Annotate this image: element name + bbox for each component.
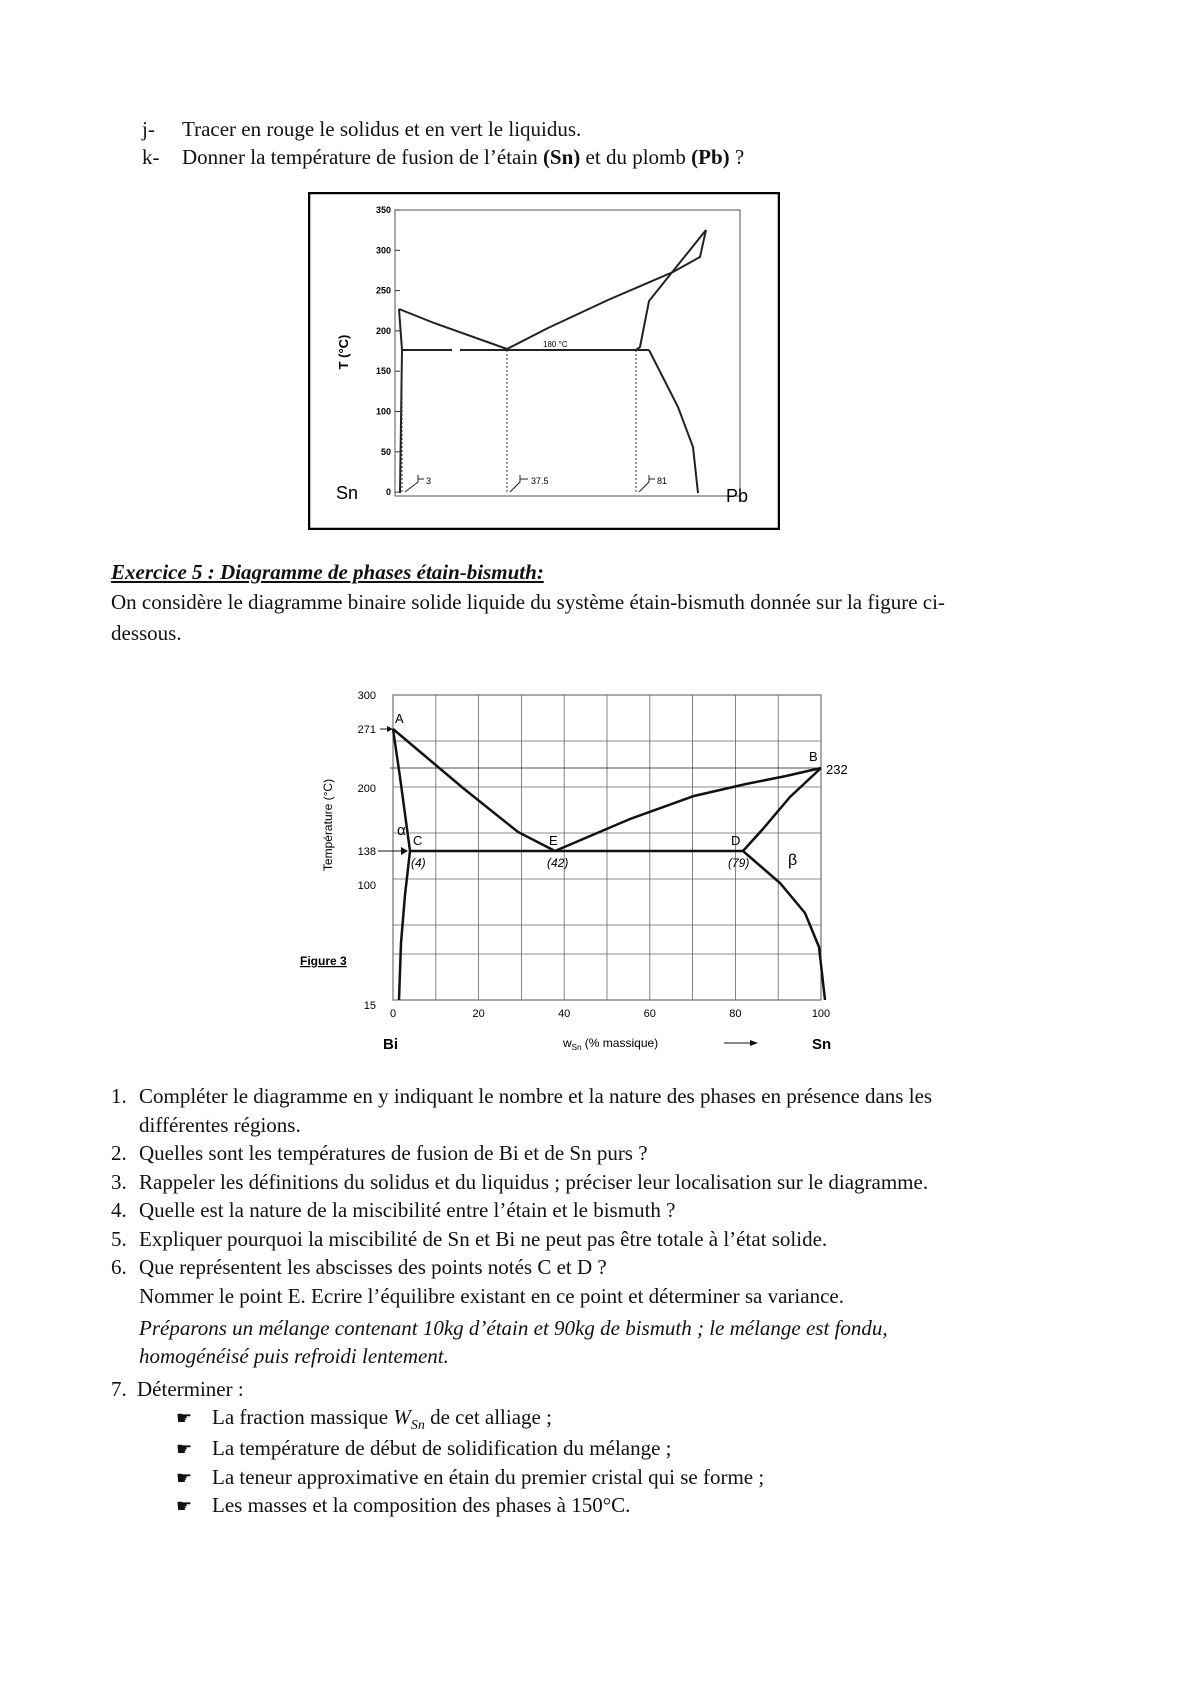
question-text: Compléter le diagramme en y indiquant le nombre et la nature des phases en présence dans les [139,1084,933,1108]
marker-label-3: 3 [426,476,432,486]
item-marker: k- [142,145,160,169]
y-tick-label: 200 [357,783,376,795]
question-line [111,1084,932,1109]
y-tick-label: 150 [375,366,391,377]
marker-label-81: 81 [657,476,668,486]
y-axis-label: T (°C) [336,334,351,370]
question-text: Déterminer : [137,1377,244,1401]
pointing-hand-icon: ☛ [176,1467,193,1489]
y-tick-label: 300 [375,245,391,256]
y-tick-label: 300 [357,690,376,702]
item-k [142,145,744,170]
figure-caption: Figure 3 [300,954,347,968]
point-d-label: D [731,833,741,848]
question-text: Que représentent les abscisses des points notés C et D ? [139,1255,607,1279]
bullet-text: La température de début de solidification du mélange ; [212,1436,672,1460]
question-text: Rappeler les définitions du solidus et du liquidus ; préciser leur localisation sur le diagramme. [139,1169,929,1194]
y-tick-label: 250 [375,285,391,296]
bullet-text: La fraction massique [212,1405,394,1429]
x-axis-label: $w_{Sn}$ (% massique) [563,1036,659,1052]
italic-note-2: homogénéisé puis refroidi lentement. [139,1344,449,1368]
y-tick-label: 100 [375,406,391,417]
x-tick-label: 80 [729,1008,742,1020]
solvus-beta [743,851,825,1000]
y-tick-label: 138 [357,846,376,858]
question-number: 6. [111,1255,127,1279]
bi-label: Bi [383,1036,398,1053]
bullet-item [176,1493,630,1518]
bullet-text: Les masses et la composition des phases à 150°C. [212,1493,631,1517]
composition-d-label: (79) [728,856,750,870]
pb-label: Pb [726,486,749,506]
point-c-label: C [413,833,423,848]
question-line [111,1227,827,1252]
x-tick-label: 20 [472,1008,485,1020]
question-number: 2. [111,1141,127,1165]
alpha-phase-label: α [397,822,406,839]
grid [393,695,821,1000]
y-tick-label: 271 [357,724,376,736]
item-text: ? [729,145,745,169]
y-tick-label: 100 [357,880,376,892]
question-text: Nommer le point E. Ecrire l’équilibre existant en ce point et déterminer sa variance. [139,1283,844,1308]
x-ticks [390,1008,830,1020]
mass-fraction-symbol: W [393,1405,411,1429]
bullet-text: de cet alliage ; [424,1405,552,1429]
question-7 [111,1377,244,1402]
question-number: 5. [111,1226,127,1251]
exercise-title [111,560,544,585]
y-tick-label: 50 [380,446,391,457]
x-tick-label: 100 [811,1008,831,1020]
question-number: 3. [111,1169,127,1194]
value-232-label: 232 [826,762,848,777]
y-tick-label: 0 [385,487,391,498]
question-text: Quelle est la nature de la miscibilité entre l’étain et le bismuth ? [139,1198,676,1222]
question-text: Quelles sont les températures de fusion de Bi et de Sn purs ? [139,1141,648,1165]
solidus-beta [743,768,821,851]
item-text: Tracer en rouge le solidus et en vert le liquidus. [182,117,582,141]
pointing-hand-icon: ☛ [176,1439,193,1460]
question-line [139,1284,844,1309]
pointing-hand-icon: ☛ [176,1496,193,1517]
solvus-alpha [399,851,410,1000]
y-tick-label: 350 [375,205,391,215]
exercise-intro-1: On considère le diagramme binaire solide liquide du système étain-bismuth donnée sur la figure ci- [111,590,945,614]
figure-bi-sn-diagram [300,685,920,1060]
item-marker: j- [142,117,155,141]
item-text: Donner la température de fusion de l’étain [182,145,543,169]
eutectic-temperature-label: 180 °C [543,340,568,349]
question-number: 1. [111,1084,127,1108]
question-text: Expliquer pourquoi la miscibilité de Sn et Bi ne peut pas être totale à l’état solide. [139,1226,828,1251]
question-line [111,1198,675,1223]
sn-label: Sn [336,483,359,503]
sn-label: Sn [812,1036,832,1053]
point-a-label: A [395,711,404,726]
bullet-text: La teneur approximative en étain du premier cristal qui se forme ; [212,1464,765,1489]
point-e-label: E [549,833,558,848]
y-ticks [358,690,376,1012]
bullet-item [176,1465,764,1490]
question-line [111,1141,648,1166]
figure-sn-pb-diagram [308,192,780,530]
question-text: différentes régions. [139,1112,301,1137]
y-axis-label: Température (°C) [321,778,335,872]
x-tick-label: 40 [558,1008,571,1020]
exercise-intro-2: dessous. [111,621,182,645]
question-line [139,1113,301,1138]
tin-symbol: (Sn) [542,145,581,169]
question-number: 7. [111,1377,127,1401]
composition-e-label: (42) [547,856,569,870]
y-tick-label: 200 [375,325,391,336]
x-tick-label: 60 [643,1008,656,1020]
marker-label-37: 37.5 [531,476,549,486]
bullet-item [176,1436,672,1461]
x-tick-label: 0 [389,1008,397,1020]
question-line [111,1170,928,1195]
question-line [111,1255,607,1280]
question-number: 4. [111,1198,127,1222]
exercise-title-text: Exercice 5 : Diagramme de phases étain-bismuth: [111,560,544,584]
mass-fraction-subscript: Sn [410,1418,425,1434]
liquidus-sn-side [555,768,821,851]
arrow-138-icon [401,847,408,855]
lead-symbol: (Pb) [691,145,730,169]
italic-note-1: Préparons un mélange contenant 10kg d’étain et 90kg de bismuth ; le mélange est fondu, [139,1316,888,1340]
pointing-hand-icon: ☛ [176,1408,193,1429]
point-b-label: B [809,749,818,764]
y-tick-label: 15 [363,1000,376,1012]
beta-phase-label: β [788,852,798,869]
x-axis-arrow-icon [750,1040,758,1046]
item-j [142,117,581,142]
composition-c-label: (4) [411,856,426,870]
item-text: et du plomb [580,145,692,169]
bullet-item [176,1405,552,1434]
